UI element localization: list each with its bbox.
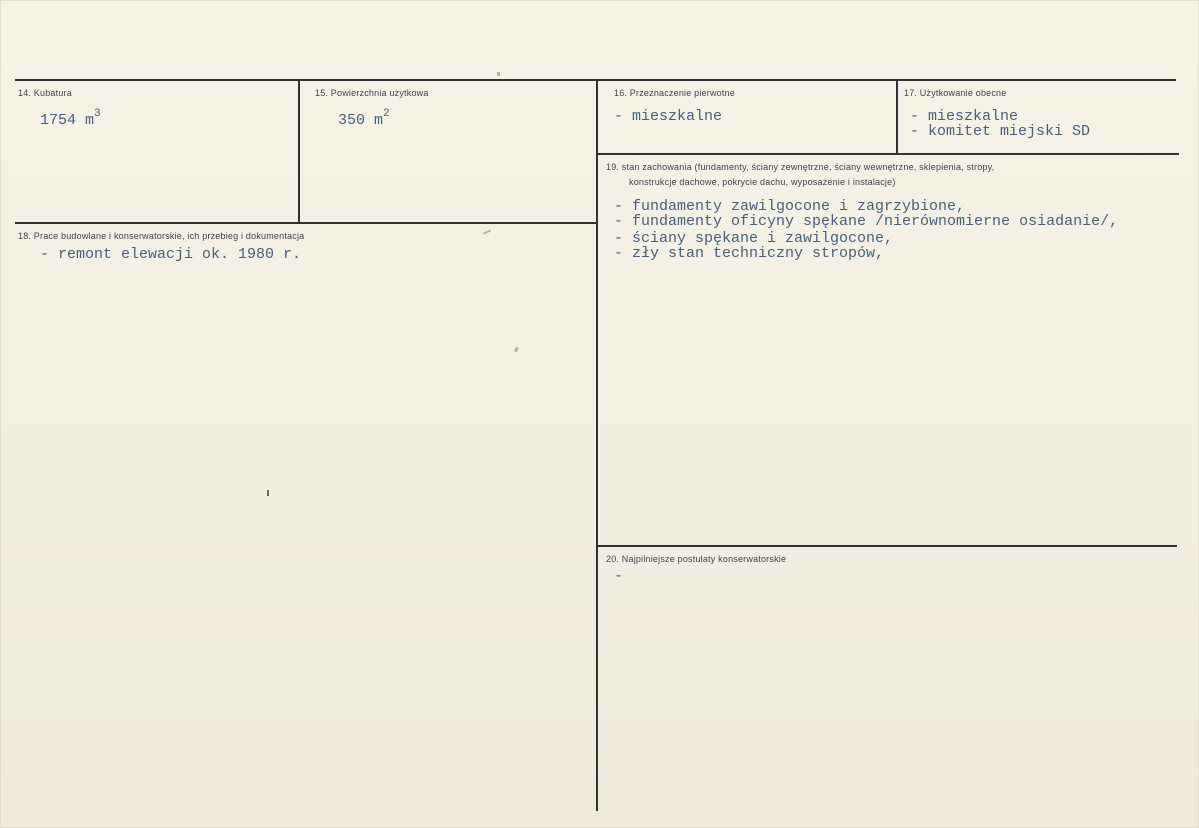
- powierzchnia-unit-exponent: 2: [383, 108, 390, 120]
- field-16-label: 16. Przeznaczenie pierwotne: [614, 88, 735, 98]
- field-19-label-line-1: 19. stan zachowania (fundamenty, ściany zewnętrzne, ściany wewnętrzne, sklepienia, stropy,: [606, 162, 995, 172]
- field-20-label: 20. Najpilniejsze postulaty konserwatorskie: [606, 554, 787, 564]
- field-19-line-1: - fundamenty zawilgocone i zagrzybione,: [614, 198, 966, 215]
- divider-16-17: [896, 80, 898, 154]
- field-14-label: 14. Kubatura: [18, 88, 72, 98]
- field-18-line-1: - remont elewacji ok. 1980 r.: [40, 246, 302, 263]
- powierzchnia-number: 350: [338, 112, 366, 129]
- paper-speck: [483, 229, 491, 234]
- field-17-line-1: - mieszkalne: [910, 108, 1019, 125]
- divider-left-right: [596, 80, 598, 811]
- kubatura-number: 1754: [40, 112, 77, 129]
- field-19-label-line-2: konstrukcje dachowe, pokrycie dachu, wyposażenie i instalacje): [629, 177, 896, 187]
- field-17-line-2: - komitet miejski SD: [910, 123, 1091, 140]
- paper-speck: [267, 490, 269, 496]
- field-19-line-3: - ściany spękane i zawilgocone,: [614, 230, 894, 247]
- field-14-value: [40, 108, 101, 129]
- field-15-value: [338, 108, 390, 129]
- field-15-label: 15. Powierzchnia użytkowa: [315, 88, 429, 98]
- field-19-line-2: - fundamenty oficyny spękane /nierównomierne osiadanie/,: [614, 213, 1119, 230]
- field-20-line-1: -: [614, 568, 624, 585]
- field-18-label: 18. Prace budowlane i konserwatorskie, ich przebieg i dokumentacja: [18, 231, 305, 241]
- paper-speck: [514, 347, 519, 353]
- field-19-line-4: - zły stan techniczny stropów,: [614, 245, 885, 262]
- field-17-label: 17. Użytkowanie obecne: [904, 88, 1007, 98]
- kubatura-unit-exponent: 3: [94, 108, 101, 120]
- divider-14-15: [298, 80, 300, 224]
- rule-above-20: [597, 545, 1177, 547]
- powierzchnia-unit: m: [374, 112, 384, 129]
- rule-under-16-17: [597, 153, 1179, 155]
- rule-under-14-15: [15, 222, 597, 224]
- kubatura-unit: m: [85, 112, 95, 129]
- field-16-line-1: - mieszkalne: [614, 108, 723, 125]
- paper-speck: [497, 72, 500, 76]
